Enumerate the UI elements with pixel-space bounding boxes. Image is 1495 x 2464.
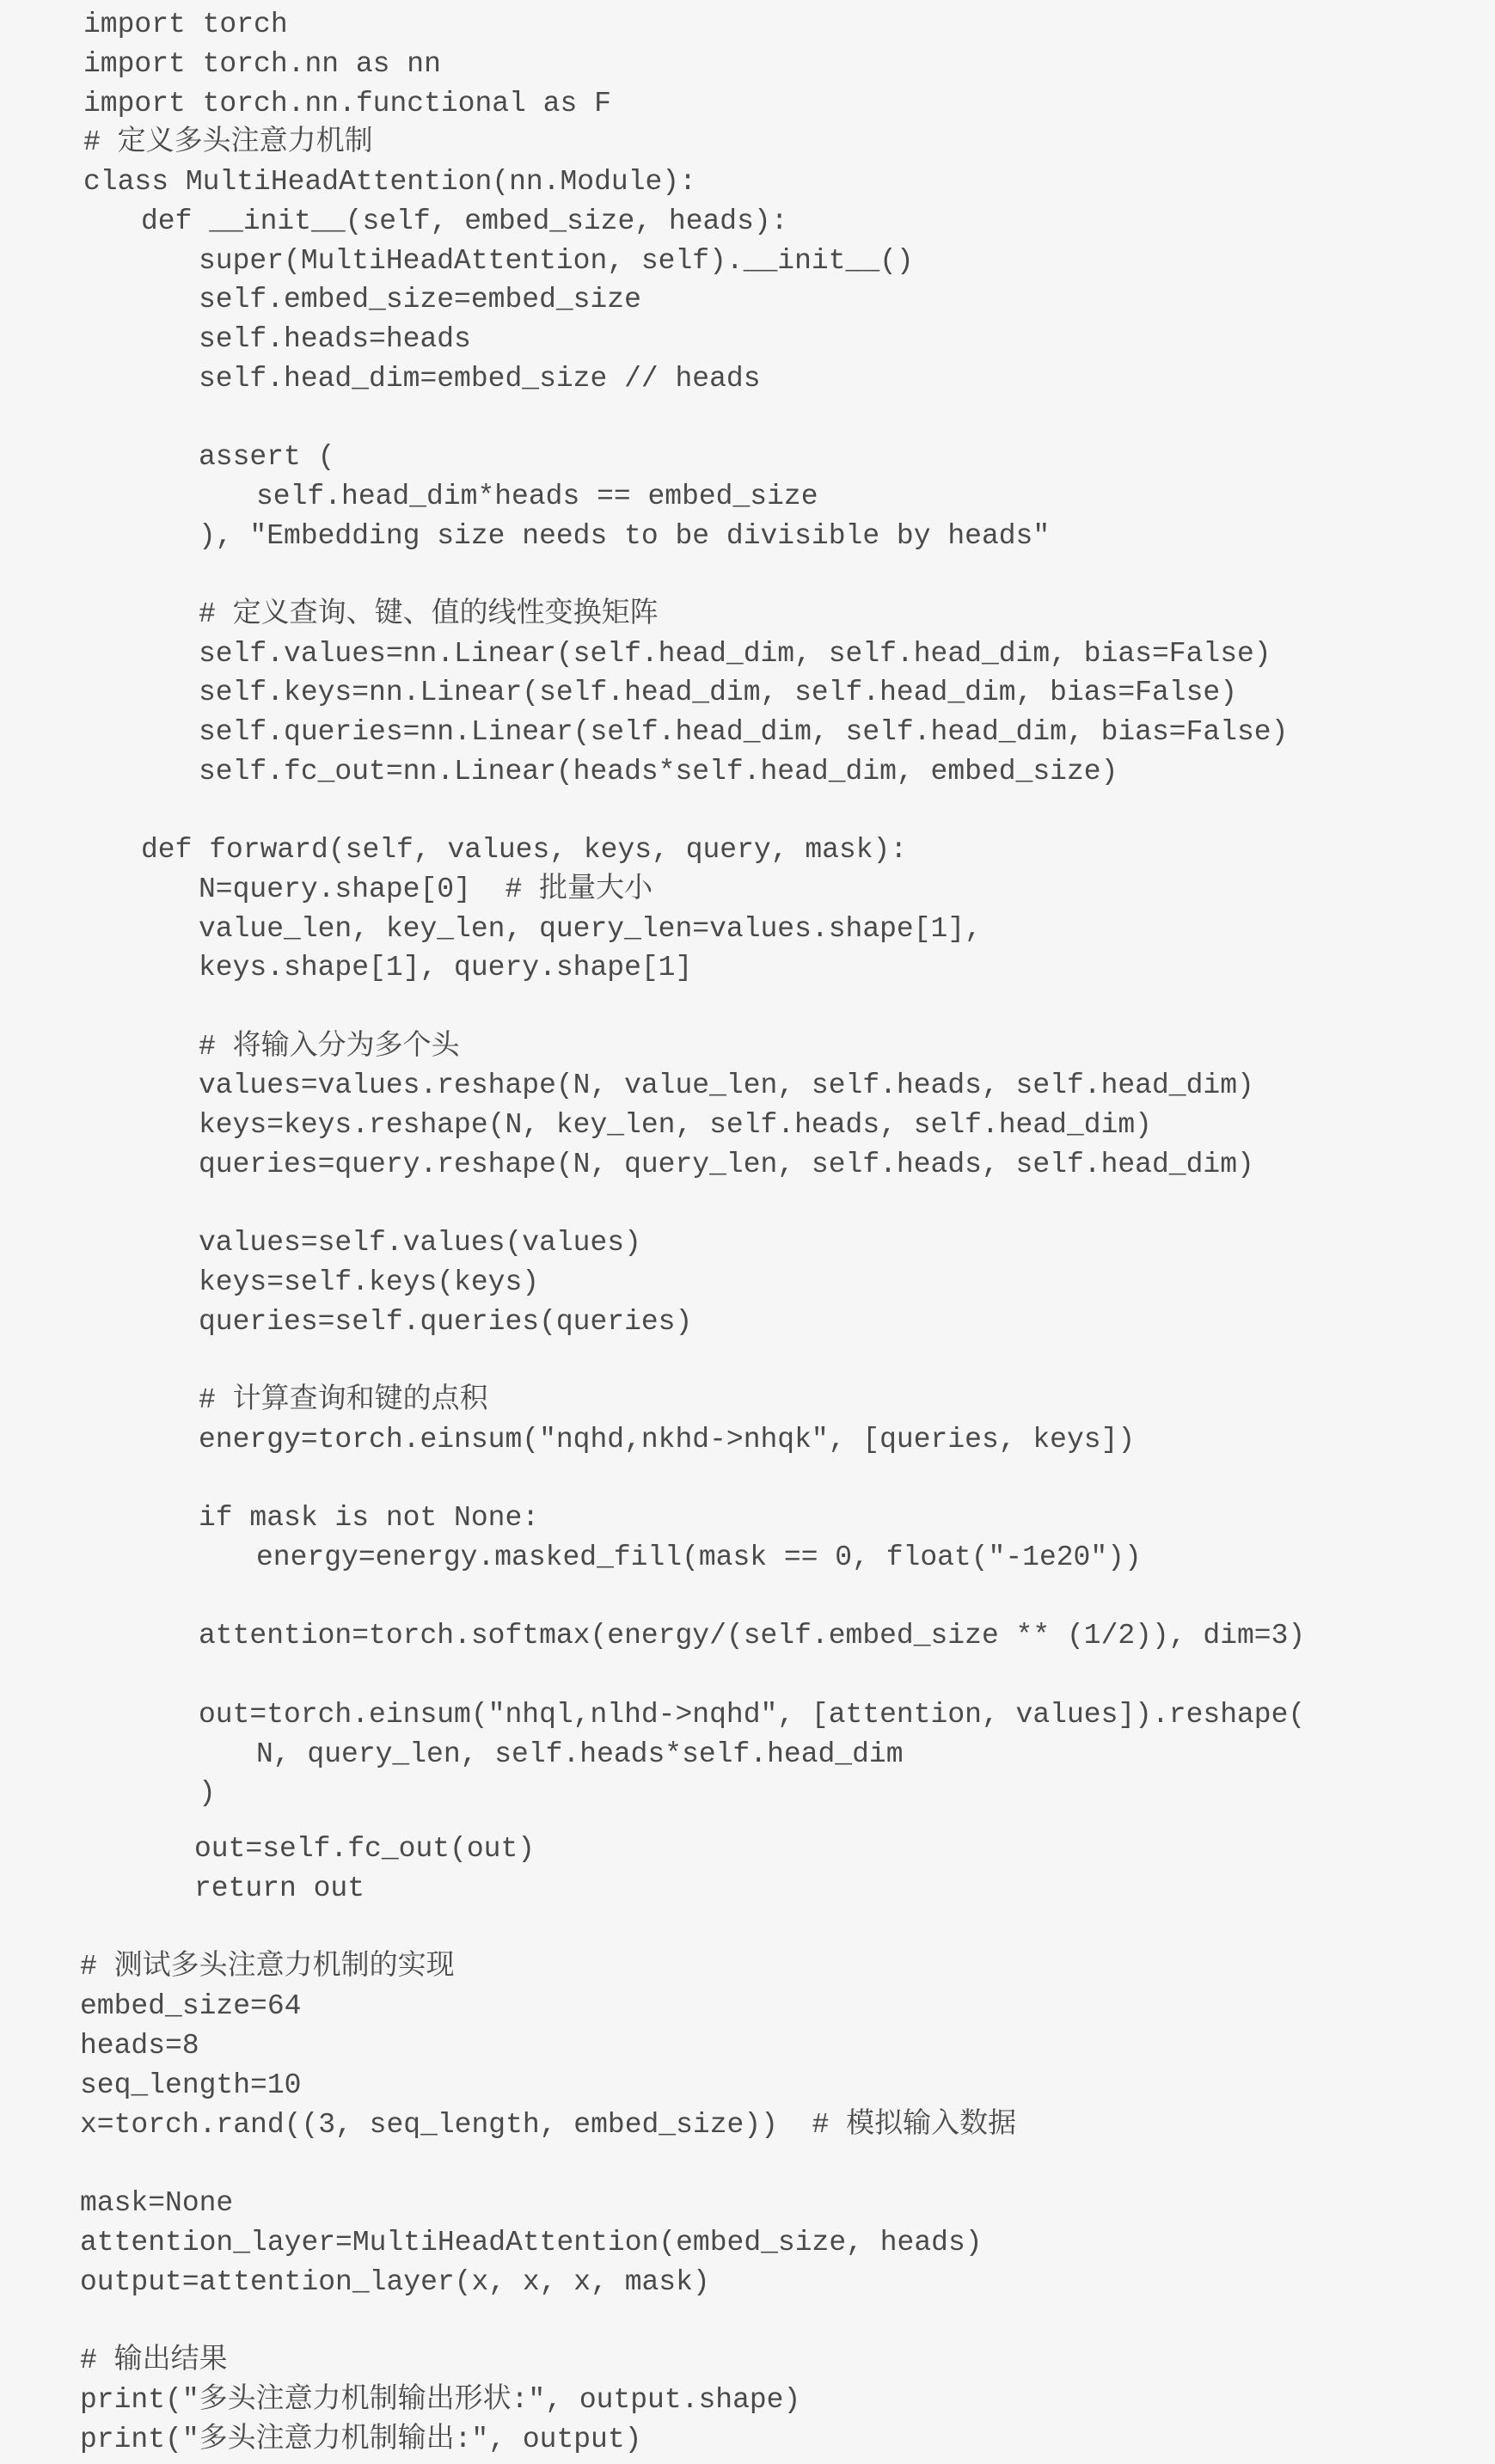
code-line: N=query.shape[0] # 批量大小 <box>199 873 653 905</box>
code-line: return out <box>194 1873 365 1904</box>
code-line: keys=keys.reshape(N, key_len, self.heads, self.head_dim) <box>199 1109 1152 1141</box>
code-line: attention=torch.softmax(energy/(self.embed_size ** (1/2)), dim=3) <box>199 1620 1306 1652</box>
code-line: import torch <box>83 9 288 40</box>
code-comment: # 测试多头注意力机制的实现 <box>80 1951 455 1983</box>
code-line: self.head_dim=embed_size // heads <box>199 363 761 395</box>
code-line: mask=None <box>80 2187 234 2219</box>
code-line: value_len, key_len, query_len=values.shape[1], <box>199 913 982 945</box>
code-line: queries=self.queries(queries) <box>199 1306 693 1338</box>
code-line: attention_layer=MultiHeadAttention(embed_size, heads) <box>80 2227 983 2259</box>
code-line: output=attention_layer(x, x, x, mask) <box>80 2266 710 2298</box>
code-line: def forward(self, values, keys, query, mask): <box>141 834 908 866</box>
code-line: ) <box>199 1777 216 1809</box>
code-line: if mask is not None: <box>199 1502 540 1534</box>
code-line: self.queries=nn.Linear(self.head_dim, self.head_dim, bias=False) <box>199 716 1289 748</box>
code-comment: # 计算查询和键的点积 <box>199 1384 488 1416</box>
code-line: N, query_len, self.heads*self.head_dim <box>256 1738 904 1770</box>
code-line: seq_length=10 <box>80 2069 302 2101</box>
code-line: energy=torch.einsum("nqhd,nkhd->nhqk", [queries, keys]) <box>199 1424 1136 1456</box>
code-line: keys.shape[1], query.shape[1] <box>199 952 693 984</box>
code-line: queries=query.reshape(N, query_len, self.heads, self.head_dim) <box>199 1149 1254 1180</box>
code-comment: # 输出结果 <box>80 2344 228 2376</box>
code-line: assert ( <box>199 441 335 473</box>
code-line: import torch.nn as nn <box>83 48 441 80</box>
code-line: def __init__(self, embed_size, heads): <box>141 205 788 237</box>
code-line: self.head_dim*heads == embed_size <box>256 481 818 512</box>
code-comment: # 定义多头注意力机制 <box>83 126 373 158</box>
code-line: class MultiHeadAttention(nn.Module): <box>83 166 696 198</box>
code-line: self.embed_size=embed_size <box>199 284 641 316</box>
code-line: out=torch.einsum("nhql,nlhd->nqhd", [attention, values]).reshape( <box>199 1699 1306 1731</box>
code-line: keys=self.keys(keys) <box>199 1266 540 1298</box>
code-line: self.values=nn.Linear(self.head_dim, self.head_dim, bias=False) <box>199 638 1271 670</box>
code-line: values=values.reshape(N, value_len, self.heads, self.head_dim) <box>199 1070 1254 1101</box>
code-line: out=self.fc_out(out) <box>194 1833 536 1865</box>
code-line: self.fc_out=nn.Linear(heads*self.head_dim, embed_size) <box>199 756 1118 788</box>
code-line: values=self.values(values) <box>199 1227 641 1259</box>
code-comment: # 定义查询、键、值的线性变换矩阵 <box>199 598 659 630</box>
code-line: heads=8 <box>80 2030 199 2062</box>
code-line: energy=energy.masked_fill(mask == 0, float("-1e20")) <box>256 1542 1142 1573</box>
code-line: print("多头注意力机制输出形状:", output.shape) <box>80 2384 801 2416</box>
code-line: import torch.nn.functional as F <box>83 88 611 120</box>
code-line: self.keys=nn.Linear(self.head_dim, self.head_dim, bias=False) <box>199 677 1237 708</box>
code-line: print("多头注意力机制输出:", output) <box>80 2424 642 2455</box>
code-line: self.heads=heads <box>199 323 471 355</box>
code-comment: # 将输入分为多个头 <box>199 1031 460 1063</box>
code-line: x=torch.rand((3, seq_length, embed_size)) # 模拟输入数据 <box>80 2109 1017 2141</box>
code-line: embed_size=64 <box>80 1990 302 2022</box>
code-line: ), "Embedding size needs to be divisible by heads" <box>199 520 1051 552</box>
code-line: super(MultiHeadAttention, self).__init__() <box>199 245 914 277</box>
